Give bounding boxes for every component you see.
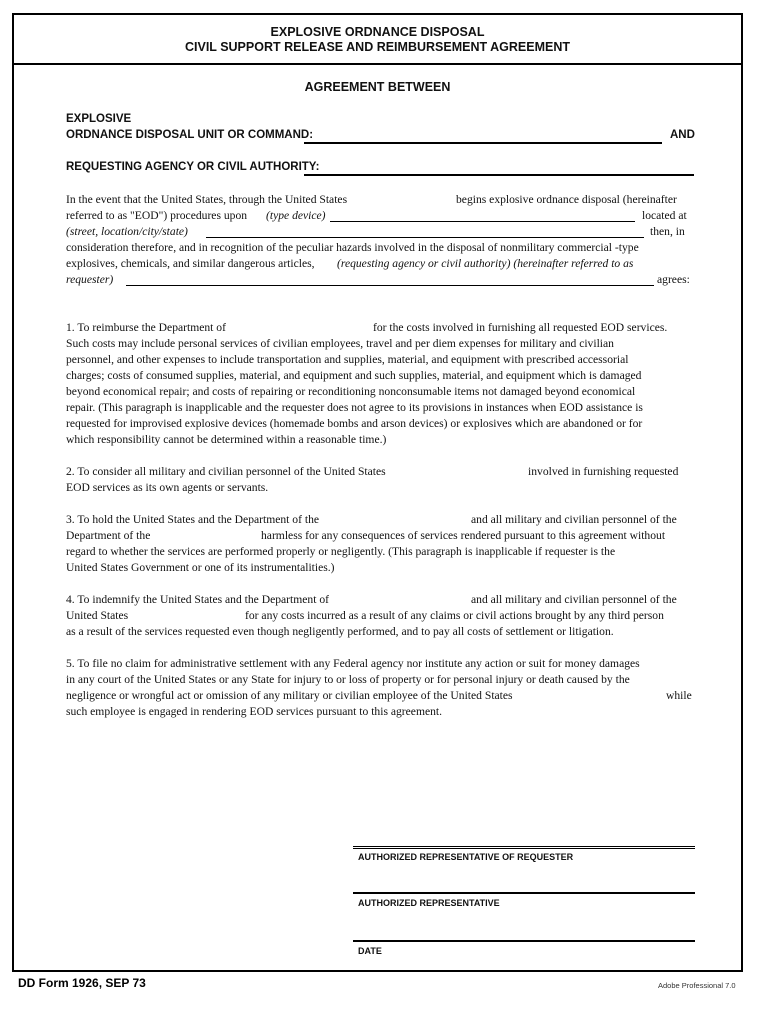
para1-line-2: Such costs may include personal services of civilian employees, travel and per diem expenses for military and civilian: [66, 337, 614, 350]
para2-line-1b: involved in furnishing requested: [528, 465, 679, 478]
software-note: Adobe Professional 7.0: [658, 981, 736, 990]
para4-line-2a: United States: [66, 609, 129, 622]
requesting-agency-label: REQUESTING AGENCY OR CIVIL AUTHORITY:: [66, 161, 320, 173]
para4-line-1b: and all military and civilian personnel of the: [471, 593, 677, 606]
date-line[interactable]: [353, 940, 695, 942]
intro-line-3b: then, in: [650, 225, 685, 238]
intro-line-2c: located at: [642, 209, 687, 222]
para3-line-3: regard to whether the services are performed properly or negligently. (This paragraph is inapplicable if requester is the: [66, 545, 616, 558]
para1-line-3: personnel, and other expenses to include transportation and supplies, material, and equipment with prescribed accessorial: [66, 353, 629, 366]
para3-line-4: United States Government or one of its instrumentalities.): [66, 561, 335, 574]
intro-line-5a: explosives, chemicals, and similar dangerous articles,: [66, 257, 315, 270]
representative-signature-label: AUTHORIZED REPRESENTATIVE: [358, 898, 500, 908]
para5-line-4: such employee is engaged in rendering EOD services pursuant to this agreement.: [66, 705, 443, 718]
para5-line-3a: negligence or wrongful act or omission of any military or civilian employee of the United States: [66, 689, 513, 702]
para4-line-3: as a result of the services requested even though negligently performed, and to pay all costs of settlement or litigation.: [66, 625, 614, 638]
para1-line-5: beyond economical repair; and costs of repairing or reconditioning nonconsumable items not damaged beyond economical: [66, 385, 636, 398]
form-title-line1: EXPLOSIVE ORDNANCE DISPOSAL: [270, 25, 485, 39]
para2-line-1a: 2. To consider all military and civilian personnel of the United States: [66, 465, 386, 478]
date-label: DATE: [358, 946, 382, 956]
para1-line-7: requested for improvised explosive devices (homemade bombs and arson devices) or explosives which are abandoned or for: [66, 417, 643, 430]
para1-line-1a: 1. To reimburse the Department of: [66, 321, 226, 334]
para5-line-2: in any court of the United States or any State for injury to or loss of property or for personal injury or death caused by the: [66, 673, 630, 686]
requesting-agency-field[interactable]: [304, 174, 694, 176]
agreement-heading: AGREEMENT BETWEEN: [304, 80, 451, 94]
para1-line-1b: for the costs involved in furnishing all requested EOD services.: [373, 321, 668, 334]
para3-line-2a: Department of the: [66, 529, 151, 542]
intro-street-location: (street, location/city/state): [66, 225, 188, 238]
type-device-field[interactable]: [330, 221, 635, 222]
intro-agrees: agrees:: [657, 273, 690, 286]
intro-line-1a: In the event that the United States, through the United States: [66, 193, 348, 206]
para1-line-6: repair. (This paragraph is inapplicable and the requester does not agree to its provisions in instances when EOD assistance is: [66, 401, 643, 414]
requester-signature-label: AUTHORIZED REPRESENTATIVE OF REQUESTER: [358, 852, 574, 862]
street-location-field[interactable]: [206, 237, 644, 238]
para5-line-1: 5. To file no claim for administrative settlement with any Federal agency nor institute any action or suit for money damages: [66, 657, 640, 670]
para3-line-2b: harmless for any consequences of services rendered pursuant to this agreement without: [261, 529, 666, 542]
requester-signature-line[interactable]: [353, 846, 695, 849]
intro-line-2a: referred to as "EOD") procedures upon: [66, 209, 248, 222]
requester-field[interactable]: [126, 285, 654, 286]
intro-type-device: (type device): [266, 209, 326, 222]
and-label: AND: [670, 129, 695, 141]
intro-line-5b: (requesting agency or civil authority) (hereinafter referred to as: [337, 257, 634, 270]
para5-line-3b: while: [666, 689, 692, 702]
para4-line-1a: 4. To indemnify the United States and the Department of: [66, 593, 329, 606]
para3-line-1b: and all military and civilian personnel of the: [471, 513, 677, 526]
header-divider: [12, 63, 743, 65]
para4-line-2b: for any costs incurred as a result of any claims or civil actions brought by any third person: [245, 609, 664, 622]
form-number: DD Form 1926, SEP 73: [18, 976, 146, 990]
eod-unit-field[interactable]: [304, 142, 662, 144]
eod-unit-label-1: EXPLOSIVE: [66, 113, 132, 125]
representative-signature-line[interactable]: [353, 892, 695, 894]
para2-line-2: EOD services as its own agents or servants.: [66, 481, 269, 494]
form-title-line2: CIVIL SUPPORT RELEASE AND REIMBURSEMENT AGREEMENT: [185, 40, 570, 54]
para1-line-4: charges; costs of consumed supplies, material, and equipment and such supplies, material, and equipment which is damaged: [66, 369, 642, 382]
intro-line-1b: begins explosive ordnance disposal (hereinafter: [456, 193, 677, 206]
eod-unit-label-2: ORDNANCE DISPOSAL UNIT OR COMMAND:: [66, 129, 314, 141]
para3-line-1a: 3. To hold the United States and the Department of the: [66, 513, 320, 526]
intro-line-4: consideration therefore, and in recognition of the peculiar hazards involved in the disposal of nonmilitary commercial -type: [66, 241, 639, 254]
para1-line-8: which responsibility cannot be determined within a reasonable time.): [66, 433, 387, 446]
intro-line-6a: requester): [66, 273, 114, 286]
